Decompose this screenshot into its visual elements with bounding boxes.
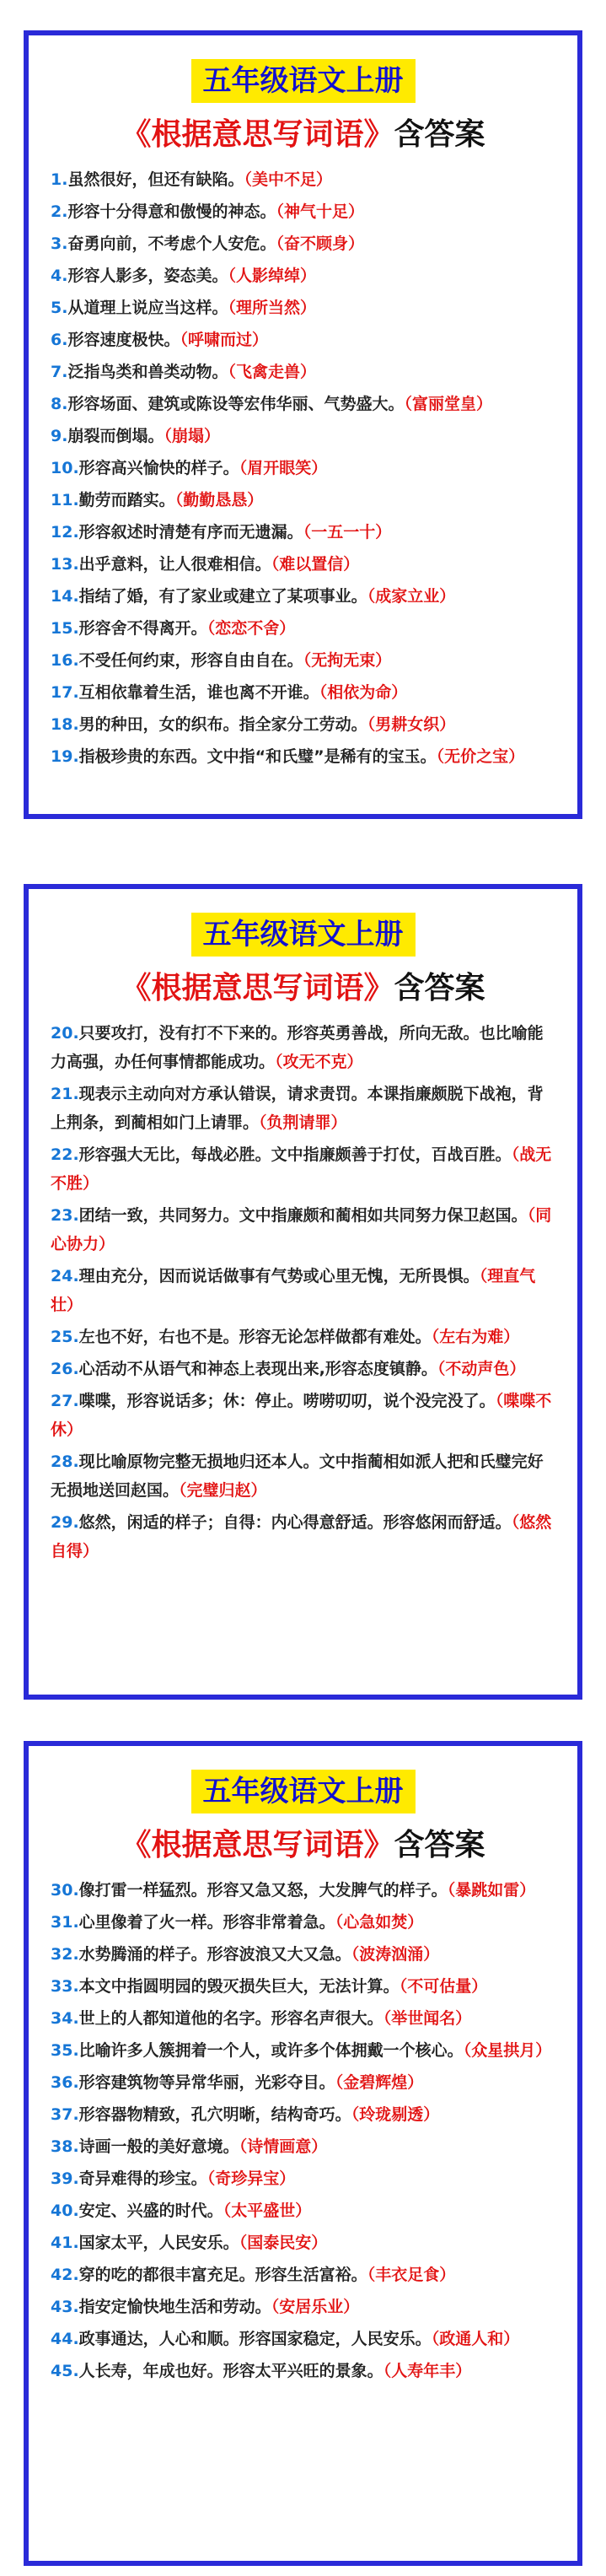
list-item <box>51 454 555 482</box>
item-number: 30. <box>51 1881 79 1900</box>
item-number: 6. <box>51 331 68 349</box>
item-definition: 悠然，闲适的样子；自得：内心得意舒适。形容悠闲而舒适。 <box>78 1513 512 1532</box>
item-definition: 从道理上说应当这样。 <box>67 299 228 317</box>
list-item <box>51 614 555 643</box>
answer-paren-close: ） <box>247 491 264 509</box>
list-item <box>51 326 555 354</box>
card-1 <box>24 30 582 819</box>
answer-paren-close: ） <box>508 747 525 766</box>
item-definition: 形容建筑物等异常华丽，光彩夺目。 <box>78 2073 335 2092</box>
card-2 <box>24 884 582 1700</box>
item-definition: 男的种田，女的织布。指全家分工劳动。 <box>78 715 367 734</box>
item-answer: 太平盛世 <box>231 2201 296 2220</box>
list-item <box>51 2357 555 2385</box>
item-answer: 心急如焚 <box>343 1913 408 1932</box>
answer-paren-close: ） <box>375 651 392 670</box>
list-item <box>51 2261 555 2289</box>
subtitle-suffix: 含答案 <box>394 971 485 1005</box>
item-number: 37. <box>51 2105 79 2124</box>
item-definition: 像打雷一样猛烈。形容又急又怒，大发脾气的样子。 <box>78 1881 448 1900</box>
list-item <box>51 1508 555 1566</box>
answer-paren-open: （ <box>228 363 236 381</box>
card-title: 五年级语文上册 <box>191 913 416 957</box>
item-answer: 崩塌 <box>171 427 204 445</box>
item-answer: 人寿年丰 <box>391 2362 456 2380</box>
item-answer: 诗情画意 <box>247 2137 312 2156</box>
item-number: 38. <box>51 2137 79 2156</box>
item-answer: 美中不足 <box>251 170 316 189</box>
item-answer: 丰衣足食 <box>375 2266 440 2284</box>
list-item <box>51 229 555 258</box>
answer-paren-open: （ <box>351 1945 360 1964</box>
answer-paren-open: （ <box>244 170 252 189</box>
answer-paren-close: ） <box>439 2266 456 2284</box>
item-number: 32. <box>51 1945 79 1964</box>
item-definition: 心里像着了火一样。形容非常着急。 <box>78 1913 335 1932</box>
answer-paren-close: ） <box>99 1235 115 1253</box>
answer-paren-close: ） <box>67 1420 83 1439</box>
item-answer: 举世闻名 <box>391 2009 456 2028</box>
item-answer: 左右为难 <box>439 1328 504 1346</box>
answer-paren-open: （ <box>180 331 188 349</box>
item-number: 41. <box>51 2234 79 2252</box>
answer-paren-close: ） <box>476 395 493 413</box>
list-item <box>51 646 555 675</box>
answer-paren-close: ） <box>295 2201 312 2220</box>
answer-paren-close: ） <box>348 234 365 253</box>
item-definition: 不受任何约束，形容自由自在。 <box>78 651 303 670</box>
list-item <box>51 550 555 579</box>
answer-paren-open: （ <box>239 2137 248 2156</box>
item-definition: 出乎意料，让人很难相信。 <box>78 555 271 574</box>
item-number: 14. <box>51 587 79 606</box>
item-answer: 安居乐业 <box>279 2298 344 2316</box>
item-answer: 勤勤恳恳 <box>183 491 248 509</box>
list-item <box>51 261 555 290</box>
answer-paren-close: ） <box>407 1913 424 1932</box>
item-definition: 互相依靠着生活，谁也离不开谁。 <box>78 683 319 702</box>
answer-paren-close: ） <box>279 2169 296 2188</box>
item-definition: 团结一致，共同努力。文中指廉颇和蔺相如共同努力保卫赵国。 <box>78 1206 528 1225</box>
item-number: 7. <box>51 363 68 381</box>
list-item <box>51 1262 555 1319</box>
answer-paren-close: ） <box>330 1113 347 1132</box>
subtitle-main: 《根据意思写词语》 <box>121 971 394 1005</box>
item-definition: 人长寿，年成也好。形容太平兴旺的景象。 <box>78 2362 383 2380</box>
answer-paren-open: （ <box>228 267 236 285</box>
list-item <box>51 294 555 322</box>
card-title-wrap <box>29 35 577 103</box>
answer-paren-close: ） <box>316 170 333 189</box>
item-answer: 喋喋不休 <box>51 1392 552 1439</box>
item-definition: 形容强大无比，每战必胜。文中指廉颇善于打仗，百战百胜。 <box>78 1145 512 1164</box>
list-item <box>51 710 555 739</box>
answer-paren-open: （ <box>228 299 236 317</box>
item-answer: 男耕女织 <box>375 715 440 734</box>
answer-paren-close: ） <box>439 715 456 734</box>
answer-paren-close: ） <box>204 427 221 445</box>
answer-paren-open: （ <box>275 1053 283 1071</box>
item-answer: 奋不顾身 <box>283 234 348 253</box>
list-item <box>51 422 555 450</box>
list-item <box>51 197 555 226</box>
list-item <box>51 1972 555 2001</box>
answer-paren-open: （ <box>404 395 412 413</box>
item-answer: 暴跳如雷 <box>455 1881 520 1900</box>
item-number: 13. <box>51 555 79 574</box>
item-answer: 众星拱月 <box>471 2041 536 2060</box>
item-definition: 心活动不从语气和神态上表现出来,形容态度镇静。 <box>78 1360 437 1378</box>
item-number: 27. <box>51 1392 79 1410</box>
item-answer: 负荆请罪 <box>266 1113 331 1132</box>
item-number: 25. <box>51 1328 79 1346</box>
answer-paren-open: （ <box>319 683 328 702</box>
item-answer: 攻无不克 <box>282 1053 347 1071</box>
subtitle-suffix: 含答案 <box>394 1828 485 1862</box>
answer-paren-open: （ <box>239 2234 248 2252</box>
list-item <box>51 1355 555 1383</box>
item-number: 26. <box>51 1360 79 1378</box>
item-number: 29. <box>51 1513 79 1532</box>
answer-paren-open: （ <box>239 459 248 477</box>
list-item <box>51 2293 555 2321</box>
answer-paren-open: （ <box>383 2009 392 2028</box>
list-item <box>51 1940 555 1969</box>
answer-paren-close: ） <box>300 363 317 381</box>
answer-paren-close: ） <box>279 619 296 638</box>
answer-paren-close: ） <box>343 555 360 574</box>
answer-paren-open: （ <box>164 427 172 445</box>
item-definition: 奋勇向前，不考虑个人安危。 <box>67 234 276 253</box>
item-number: 2. <box>51 202 68 221</box>
item-answer: 理直气壮 <box>51 1267 536 1314</box>
answer-paren-close: ） <box>311 2137 328 2156</box>
item-definition: 穿的吃的都很丰富充足。形容生活富裕。 <box>78 2266 367 2284</box>
answer-paren-open: （ <box>179 1481 187 1500</box>
list-item <box>51 1140 555 1198</box>
answer-paren-open: （ <box>367 2266 376 2284</box>
item-answer: 战无不胜 <box>51 1145 552 1193</box>
answer-paren-open: （ <box>511 1513 520 1532</box>
item-answer: 飞禽走兽 <box>235 363 300 381</box>
list-item <box>51 2100 555 2129</box>
item-definition: 指极珍贵的东西。文中指“和氏璧”是稀有的宝玉。 <box>78 747 437 766</box>
list-item <box>51 2132 555 2161</box>
subtitle-suffix: 含答案 <box>394 117 485 152</box>
answer-paren-open: （ <box>276 234 284 253</box>
item-number: 44. <box>51 2330 79 2348</box>
item-definition: 喋喋，形容说话多；休：停止。唠唠叨叨，说个没完没了。 <box>78 1392 496 1410</box>
answer-paren-open: （ <box>303 651 312 670</box>
item-number: 12. <box>51 523 79 542</box>
item-definition: 比喻许多人簇拥着一个人，或许多个体拥戴一个核心。 <box>78 2041 464 2060</box>
answer-paren-close: ） <box>67 1296 83 1314</box>
answer-paren-close: ） <box>509 1360 526 1378</box>
list-item <box>51 2196 555 2225</box>
item-list <box>51 1876 555 2385</box>
answer-paren-close: ） <box>83 1542 99 1560</box>
answer-paren-close: ） <box>343 2298 360 2316</box>
item-number: 42. <box>51 2266 79 2284</box>
item-number: 4. <box>51 267 68 285</box>
item-number: 5. <box>51 299 68 317</box>
item-answer: 神气十足 <box>283 202 348 221</box>
answer-paren-open: （ <box>206 2169 216 2188</box>
item-definition: 诗画一般的美好意境。 <box>78 2137 239 2156</box>
item-definition: 本文中指圆明园的毁灭损失巨大，无法计算。 <box>78 1977 400 1996</box>
list-item <box>51 1019 555 1076</box>
item-answer: 恋恋不舍 <box>215 619 280 638</box>
answer-paren-open: （ <box>335 1913 344 1932</box>
list-item <box>51 1080 555 1137</box>
card-subtitle <box>29 115 577 155</box>
item-definition: 勤劳而踏实。 <box>78 491 175 509</box>
item-definition: 水势腾涌的样子。形容波浪又大又急。 <box>78 1945 351 1964</box>
list-item <box>51 390 555 418</box>
item-number: 45. <box>51 2362 79 2380</box>
answer-paren-close: ） <box>348 202 365 221</box>
item-number: 28. <box>51 1452 79 1471</box>
answer-paren-open: （ <box>463 2041 472 2060</box>
list-item <box>51 358 555 386</box>
item-number: 33. <box>51 1977 79 1996</box>
item-definition: 安定、兴盛的时代。 <box>78 2201 223 2220</box>
answer-paren-open: （ <box>351 2105 360 2124</box>
card-3 <box>24 1741 582 2566</box>
item-number: 43. <box>51 2298 79 2316</box>
item-definition: 形容叙述时清楚有序而无遗漏。 <box>78 523 303 542</box>
list-item <box>51 582 555 611</box>
item-number: 39. <box>51 2169 79 2188</box>
answer-paren-close: ） <box>471 1977 488 1996</box>
item-answer: 悠然自得 <box>51 1513 552 1560</box>
answer-paren-close: ） <box>423 2105 440 2124</box>
list-item <box>51 1908 555 1937</box>
item-definition: 左也不好，右也不是。形容无论怎样做都有难处。 <box>78 1328 432 1346</box>
item-number: 11. <box>51 491 79 509</box>
answer-paren-open: （ <box>436 747 445 766</box>
item-answer: 波涛汹涌 <box>359 1945 424 1964</box>
list-item <box>51 1387 555 1444</box>
answer-paren-open: （ <box>431 2330 440 2348</box>
item-number: 15. <box>51 619 79 638</box>
list-item <box>51 1201 555 1258</box>
item-definition: 指安定愉快地生活和劳动。 <box>78 2298 271 2316</box>
list-item <box>51 2164 555 2193</box>
list-item <box>51 2228 555 2257</box>
item-answer: 人影绰绰 <box>235 267 300 285</box>
answer-paren-close: ） <box>311 459 328 477</box>
item-list <box>51 165 555 771</box>
list-item <box>51 1876 555 1905</box>
answer-paren-close: ） <box>346 1053 363 1071</box>
list-item <box>51 518 555 547</box>
item-number: 16. <box>51 651 79 670</box>
answer-paren-open: （ <box>223 2201 232 2220</box>
answer-paren-close: ） <box>300 267 317 285</box>
item-answer: 成家立业 <box>375 587 440 606</box>
list-item <box>51 2004 555 2033</box>
answer-paren-open: （ <box>367 587 376 606</box>
answer-paren-close: ） <box>83 1174 99 1193</box>
answer-paren-open: （ <box>271 2298 280 2316</box>
answer-paren-open: （ <box>495 1392 504 1410</box>
list-item <box>51 742 555 771</box>
list-item <box>51 1323 555 1351</box>
answer-paren-open: （ <box>511 1145 520 1164</box>
card-title: 五年级语文上册 <box>191 59 416 103</box>
item-definition: 现表示主动向对方承认错误，请求责罚。本课指廉颇脱下战袍，背上荆条，到蔺相如门上请罪。 <box>51 1085 544 1132</box>
answer-paren-close: ） <box>375 523 392 542</box>
list-item <box>51 678 555 707</box>
answer-paren-open: （ <box>335 2073 344 2092</box>
answer-paren-open: （ <box>447 1881 456 1900</box>
item-answer: 金碧辉煌 <box>343 2073 408 2092</box>
subtitle-main: 《根据意思写词语》 <box>121 117 394 152</box>
item-answer: 无拘无束 <box>311 651 376 670</box>
item-number: 1. <box>51 170 68 189</box>
item-number: 3. <box>51 234 68 253</box>
answer-paren-open: （ <box>479 1267 488 1285</box>
item-number: 40. <box>51 2201 79 2220</box>
list-item <box>51 2036 555 2065</box>
answer-paren-close: ） <box>391 683 408 702</box>
item-definition: 形容器物精致，孔穴明晰，结构奇巧。 <box>78 2105 351 2124</box>
answer-paren-close: ） <box>250 1481 267 1500</box>
item-number: 19. <box>51 747 79 766</box>
item-number: 35. <box>51 2041 79 2060</box>
item-answer: 同心协力 <box>51 1206 552 1253</box>
list-item <box>51 486 555 515</box>
answer-paren-close: ） <box>455 2009 472 2028</box>
item-number: 36. <box>51 2073 79 2092</box>
item-answer: 不可估量 <box>407 1977 472 1996</box>
item-answer: 难以置信 <box>279 555 344 574</box>
card-title-wrap <box>29 889 577 957</box>
item-definition: 指结了婚，有了家业或建立了某项事业。 <box>78 587 367 606</box>
answer-paren-open: （ <box>174 491 184 509</box>
answer-paren-open: （ <box>303 523 312 542</box>
list-item <box>51 2325 555 2353</box>
item-answer: 呼啸而过 <box>187 331 252 349</box>
item-definition: 奇异难得的珍宝。 <box>78 2169 207 2188</box>
item-answer: 一五一十 <box>311 523 376 542</box>
item-definition: 理由充分，因而说话做事有气势或心里无愧，无所畏惧。 <box>78 1267 480 1285</box>
item-definition: 世上的人都知道他的名字。形容名声很大。 <box>78 2009 383 2028</box>
item-number: 24. <box>51 1267 79 1285</box>
item-definition: 崩裂而倒塌。 <box>67 427 164 445</box>
item-answer: 理所当然 <box>235 299 300 317</box>
card-subtitle <box>29 1825 577 1866</box>
item-answer: 无价之宝 <box>444 747 509 766</box>
list-item <box>51 165 555 194</box>
answer-paren-close: ） <box>300 299 317 317</box>
answer-paren-close: ） <box>311 2234 328 2252</box>
answer-paren-close: ） <box>252 331 269 349</box>
answer-paren-close: ） <box>519 1881 536 1900</box>
item-definition: 现比喻原物完整无损地归还本人。文中指蔺相如派人把和氏璧完好无损地送回赵国。 <box>51 1452 544 1500</box>
list-item <box>51 1447 555 1505</box>
answer-paren-close: ） <box>535 2041 552 2060</box>
item-definition: 形容高兴愉快的样子。 <box>78 459 239 477</box>
list-item <box>51 2068 555 2097</box>
item-number: 20. <box>51 1024 79 1043</box>
answer-paren-close: ） <box>503 2330 520 2348</box>
answer-paren-close: ） <box>503 1328 520 1346</box>
answer-paren-open: （ <box>527 1206 536 1225</box>
answer-paren-close: ） <box>455 2362 472 2380</box>
answer-paren-open: （ <box>271 555 280 574</box>
item-answer: 完璧归赵 <box>186 1481 251 1500</box>
item-answer: 国泰民安 <box>247 2234 312 2252</box>
item-number: 22. <box>51 1145 79 1164</box>
item-definition: 国家太平，人民安乐。 <box>78 2234 239 2252</box>
answer-paren-open: （ <box>431 1328 440 1346</box>
item-number: 8. <box>51 395 68 413</box>
item-number: 9. <box>51 427 68 445</box>
item-answer: 相依为命 <box>327 683 392 702</box>
item-definition: 形容舍不得离开。 <box>78 619 207 638</box>
item-answer: 奇珍异宝 <box>215 2169 280 2188</box>
answer-paren-open: （ <box>437 1360 446 1378</box>
answer-paren-open: （ <box>367 715 376 734</box>
item-answer: 政通人和 <box>439 2330 504 2348</box>
answer-paren-close: ） <box>423 1945 440 1964</box>
item-number: 18. <box>51 715 79 734</box>
item-number: 10. <box>51 459 79 477</box>
card-title: 五年级语文上册 <box>191 1770 416 1813</box>
item-number: 31. <box>51 1913 79 1932</box>
item-number: 21. <box>51 1085 79 1103</box>
subtitle-main: 《根据意思写词语》 <box>121 1828 394 1862</box>
card-subtitle <box>29 968 577 1009</box>
answer-paren-open: （ <box>383 2362 392 2380</box>
item-answer: 玲珑剔透 <box>359 2105 424 2124</box>
answer-paren-open: （ <box>276 202 284 221</box>
item-definition: 只要攻打，没有打不下来的。形容英勇善战，所向无敌。也比喻能力高强，办任何事情都能成功。 <box>51 1024 544 1071</box>
answer-paren-open: （ <box>399 1977 408 1996</box>
item-definition: 虽然很好，但还有缺陷。 <box>67 170 244 189</box>
item-number: 34. <box>51 2009 79 2028</box>
answer-paren-close: ） <box>407 2073 424 2092</box>
answer-paren-close: ） <box>439 587 456 606</box>
item-definition: 形容十分得意和傲慢的神态。 <box>67 202 276 221</box>
item-number: 17. <box>51 683 79 702</box>
item-definition: 泛指鸟类和兽类动物。 <box>67 363 228 381</box>
item-definition: 形容人影多，姿态美。 <box>67 267 228 285</box>
answer-paren-open: （ <box>206 619 216 638</box>
item-definition: 形容场面、建筑或陈设等宏伟华丽、气势盛大。 <box>67 395 405 413</box>
item-number: 23. <box>51 1206 79 1225</box>
answer-paren-open: （ <box>259 1113 267 1132</box>
item-answer: 富丽堂皇 <box>411 395 476 413</box>
item-answer: 不动声色 <box>445 1360 510 1378</box>
item-definition: 形容速度极快。 <box>67 331 180 349</box>
item-definition: 政事通达，人心和顺。形容国家稳定，人民安乐。 <box>78 2330 432 2348</box>
item-list <box>51 1019 555 1566</box>
card-title-wrap <box>29 1746 577 1813</box>
item-answer: 眉开眼笑 <box>247 459 312 477</box>
